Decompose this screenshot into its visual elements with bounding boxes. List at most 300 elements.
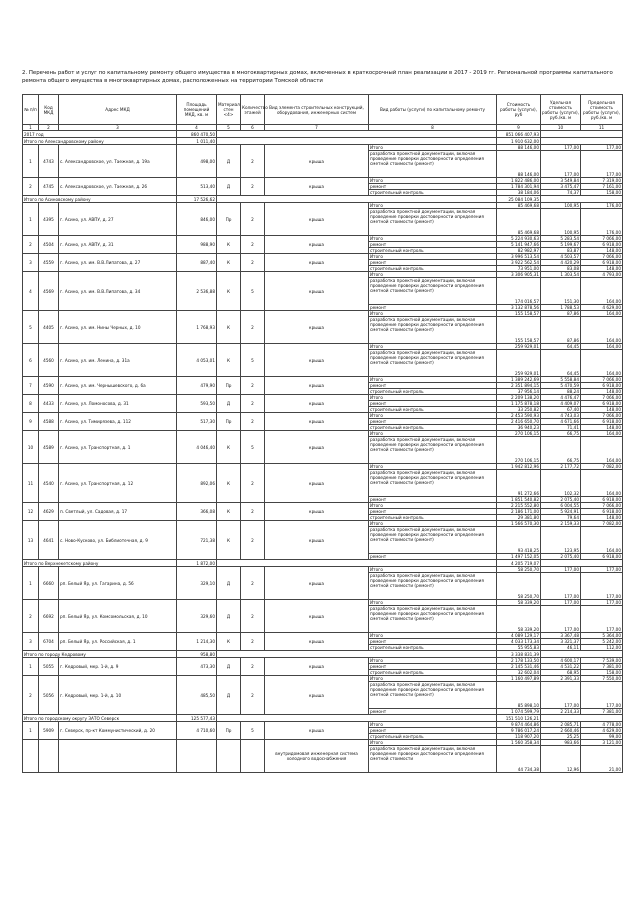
house-area: 593,50 — [177, 395, 217, 413]
row-num: 9 — [23, 413, 39, 431]
unit-cost: 64,45 — [567, 344, 579, 349]
row-num: 12 — [23, 503, 39, 521]
unit-cost: 177,00 — [564, 145, 579, 150]
limit-cost-cell — [581, 236, 623, 254]
work-type: Итого — [370, 254, 383, 259]
house-area: 485,50 — [177, 676, 217, 715]
floors-count: 2 — [241, 600, 265, 633]
limit-cost: 177,00 — [606, 145, 621, 150]
unit-cost: 5 199,67 — [541, 241, 580, 247]
house-code: 4395 — [39, 203, 59, 236]
unit-cost: 983,66 — [564, 740, 579, 745]
header-wall: Материал стен <4> — [217, 95, 241, 125]
wall-material: Д — [217, 658, 241, 676]
work-cost: 118 907,20 — [497, 733, 540, 739]
wall-material: К — [217, 254, 241, 272]
floors-count: 2 — [241, 395, 265, 413]
work-cost: 58 339,20 — [497, 605, 540, 632]
row-num: 2 — [23, 600, 39, 633]
unit-cost: 3 475,47 — [541, 183, 580, 189]
unit-cost-cell — [541, 658, 581, 676]
work-cost: 2 416 650,70 — [497, 418, 540, 424]
house-area: 892,06 — [177, 464, 217, 503]
work-type: Итого — [370, 377, 383, 382]
work-type: разработка проектной документации, включая проведение проверки достоверности определения сметной стоимости (ремонт) — [369, 469, 496, 496]
unit-cost: 66,75 — [541, 436, 580, 463]
limit-cost-cell — [581, 272, 623, 311]
house-address: г. Кедровый, мкр. 1-й, д. 10 — [59, 676, 177, 715]
work-cost: 2 351 894,15 — [497, 382, 540, 388]
work-type: Итого — [370, 464, 383, 469]
limit-cost-cell — [581, 203, 623, 236]
floors-count: 2 — [241, 676, 265, 715]
house-address: г. Асино, ул. им. В.В.Липатова, д. 27 — [59, 254, 177, 272]
floors-count: 2 — [241, 521, 265, 560]
unit-cost-cell — [541, 676, 581, 715]
house-code: 4588 — [39, 413, 59, 431]
work-type: строительный контроль — [369, 265, 496, 271]
work-type-cell — [369, 395, 497, 413]
work-type: разработка проектной документации, включая проведение проверки достоверности определения сметной стоимости (ремонт) — [369, 681, 496, 708]
structural-element: крыша — [265, 676, 369, 715]
limit-cost: 6 918,00 — [581, 259, 622, 265]
house-area: 846,00 — [177, 203, 217, 236]
work-cost: 85 469,68 — [497, 208, 540, 235]
unit-cost-cell — [541, 567, 581, 600]
work-type: разработка проектной документации, включая проведение проверки достоверности определения сметной стоимости (ремонт) — [369, 316, 496, 343]
house-code: 4745 — [39, 178, 59, 196]
limit-cost: 164,00 — [581, 526, 622, 553]
unit-cost-cell — [541, 236, 581, 254]
work-type: Итого — [370, 395, 383, 400]
group-spacer — [541, 715, 623, 722]
row-num: 4 — [23, 272, 39, 311]
work-type: Итого — [370, 344, 383, 349]
header-num: № п/п — [23, 95, 39, 125]
document-title: 2. Перечень работ и услуг по капитальному ремонту общего имущества в многоквартирных домах, включенных в краткосрочный план реализации в 2017 - 2019 гг. Региональной программы капитального ремонта общего имущества в многоквартирных домах, расположенных на территории Томской области — [22, 70, 613, 84]
group-spacer — [541, 560, 623, 567]
row-num: 11 — [23, 464, 39, 503]
work-type: Итого — [370, 503, 383, 508]
house-row — [23, 722, 623, 740]
house-area: 513,40 — [177, 178, 217, 196]
house-row — [23, 145, 623, 178]
work-type: ремонт — [369, 496, 496, 502]
work-cost: 270 106,15 — [515, 431, 539, 436]
house-code: 6660 — [39, 567, 59, 600]
structural-element: крыша — [265, 311, 369, 344]
house-address: г. Кедровый, мкр. 1-й, д. 9 — [59, 658, 177, 676]
house-code: 5909 — [39, 722, 59, 740]
unit-cost: 151,30 — [541, 277, 580, 304]
work-type: строительный контроль — [369, 644, 496, 650]
house-code: 4641 — [39, 521, 59, 560]
work-type: разработка проектной документации, включая проведение проверки достоверности определения сметной стоимости (ремонт) — [369, 208, 496, 235]
work-type: Итого — [370, 311, 383, 316]
unit-cost: 71,41 — [541, 424, 580, 430]
group-label: Итого по городу Кедровому — [23, 651, 177, 658]
limit-cost: 158,00 — [581, 189, 622, 195]
limit-cost-cell — [581, 344, 623, 377]
wall-material: К — [217, 503, 241, 521]
work-type: Итого — [370, 431, 383, 436]
work-cost: 2 145 531,46 — [497, 663, 540, 669]
work-cost: 9 786 017,24 — [497, 727, 540, 733]
limit-cost-cell — [581, 676, 623, 715]
unit-cost: 5 470,59 — [541, 382, 580, 388]
limit-cost: 4 793,00 — [602, 272, 621, 277]
work-cost-cell — [497, 503, 541, 521]
wall-material: Пр — [217, 722, 241, 740]
structural-element: крыша — [265, 503, 369, 521]
unit-cost: 100,95 — [541, 208, 580, 235]
unit-cost: 5 558,84 — [560, 377, 579, 382]
unit-cost: 25,25 — [541, 733, 580, 739]
unit-cost-cell — [541, 740, 581, 773]
structural-element: крыша — [265, 254, 369, 272]
work-cost: 155 158,57 — [515, 311, 539, 316]
house-area: 988,90 — [177, 236, 217, 254]
header-element: Вид элемента строительных конструкций, оборудования, инженерных систем — [265, 95, 369, 125]
unit-cost: 3 549,84 — [560, 178, 579, 183]
work-type: ремонт — [369, 259, 496, 265]
limit-cost: 177,00 — [581, 681, 622, 708]
unit-cost: 5 924,91 — [541, 508, 580, 514]
work-type: разработка проектной документации, включая проведение проверки достоверности определения сметной стоимости (ремонт) — [369, 277, 496, 304]
col-number: 11 — [581, 125, 623, 131]
limit-cost: 5 364,00 — [602, 633, 621, 638]
floors-count: 5 — [241, 431, 265, 464]
group-label: Итого по городскому округу ЗАТО Северск — [23, 715, 177, 722]
work-type: разработка проектной документации, включая проведение проверки достоверности определения сметной стоимости — [369, 745, 496, 772]
work-type-cell — [369, 722, 497, 740]
floors-count: 5 — [241, 272, 265, 311]
work-cost-cell — [497, 633, 541, 651]
limit-cost: 6 918,00 — [581, 418, 622, 424]
limit-cost: 7 066,00 — [602, 413, 621, 418]
unit-cost-cell — [541, 272, 581, 311]
limit-cost: 148,00 — [581, 424, 622, 430]
header-area: Площадь помещений МКД, кв. м — [177, 95, 217, 125]
limit-cost: 7 539,00 — [602, 658, 621, 663]
work-cost-cell — [497, 145, 541, 178]
work-cost-cell — [497, 311, 541, 344]
unit-cost: 64,45 — [541, 349, 580, 376]
group-label: Итого по Верхнекетскому району — [23, 560, 177, 567]
work-cost: 1 566 570,30 — [511, 521, 539, 526]
group-cost: 25 084 109,35 — [497, 196, 541, 203]
wall-material: К — [217, 521, 241, 560]
house-row — [23, 740, 623, 773]
unit-cost: 68,95 — [541, 669, 580, 675]
unit-cost: 2 214,33 — [541, 708, 580, 714]
row-num: 13 — [23, 521, 39, 560]
unit-cost: 83,87 — [541, 247, 580, 253]
house-code: 4560 — [39, 344, 59, 377]
house-code: 4504 — [39, 236, 59, 254]
limit-cost: 7 161,00 — [581, 183, 622, 189]
col-number: 9 — [497, 125, 541, 131]
structural-element: крыша — [265, 431, 369, 464]
group-total-row — [23, 715, 623, 722]
wall-material: К — [217, 633, 241, 651]
group-label: Итого по Александровскому району — [23, 138, 177, 145]
group-spacer — [541, 196, 623, 203]
limit-cost: 177,00 — [581, 572, 622, 599]
limit-cost: 164,00 — [606, 311, 621, 316]
limit-cost: 176,00 — [581, 208, 622, 235]
header-work: Вид работы (услуги) по капитальному ремонту — [369, 95, 497, 125]
work-type-cell — [369, 521, 497, 560]
work-cost: 2 215 552,80 — [511, 503, 539, 508]
work-type: ремонт — [369, 663, 496, 669]
limit-cost-cell — [581, 503, 623, 521]
row-num: 1 — [23, 658, 39, 676]
header-cost: Стоимость работы (услуги), руб — [497, 95, 541, 125]
unit-cost: 4 409,07 — [541, 400, 580, 406]
house-row — [23, 633, 623, 651]
work-type: ремонт — [369, 508, 496, 514]
house-area: 329,10 — [177, 567, 217, 600]
house-row — [23, 236, 623, 254]
limit-cost-cell — [581, 722, 623, 740]
work-type: строительный контроль — [369, 189, 496, 195]
col-number: 8 — [369, 125, 497, 131]
house-address: г. Асино, ул. им. Нины Черных, д. 10 — [59, 311, 177, 344]
unit-cost: 2 085,71 — [560, 722, 579, 727]
limit-cost: 7 066,00 — [602, 503, 621, 508]
floors-count — [241, 740, 265, 773]
work-type: Итого — [370, 203, 383, 208]
work-cost: 3 132 878,56 — [497, 304, 540, 310]
house-address: с. Александровское, ул. Таежная, д. 26 — [59, 178, 177, 196]
house-row — [23, 203, 623, 236]
work-cost: 29 381,80 — [497, 514, 540, 520]
work-cost-cell — [497, 395, 541, 413]
group-spacer — [217, 715, 497, 722]
unit-cost-cell — [541, 377, 581, 395]
work-cost-cell — [497, 236, 541, 254]
group-spacer — [217, 560, 497, 567]
wall-material: К — [217, 431, 241, 464]
limit-cost: 164,00 — [606, 344, 621, 349]
work-type: строительный контроль — [369, 514, 496, 520]
work-cost: 1 942 812,96 — [511, 464, 539, 469]
house-area: 2 536,88 — [177, 272, 217, 311]
group-label: Итого по Асиновскому району — [23, 196, 177, 203]
limit-cost: 148,00 — [581, 247, 622, 253]
wall-material: К — [217, 344, 241, 377]
house-address: г. Асино, ул. Транспортная, д. 1 — [59, 431, 177, 464]
house-row — [23, 676, 623, 715]
work-cost: 2 186 171,00 — [497, 508, 540, 514]
house-row — [23, 178, 623, 196]
unit-cost: 74,37 — [541, 189, 580, 195]
house-row — [23, 377, 623, 395]
unit-cost: 2 391,33 — [560, 676, 579, 681]
unit-cost: 4 671,66 — [541, 418, 580, 424]
unit-cost: 4 531,22 — [541, 663, 580, 669]
unit-cost-cell — [541, 431, 581, 464]
unit-cost: 4 476,47 — [560, 395, 579, 400]
work-cost: 44 734,38 — [497, 745, 540, 772]
work-cost-cell — [497, 344, 541, 377]
limit-cost: 177,00 — [606, 567, 621, 572]
work-type: Итого — [370, 633, 383, 638]
work-type-cell — [369, 676, 497, 715]
house-area: 479,90 — [177, 377, 217, 395]
house-code — [39, 740, 59, 773]
row-num: 1 — [23, 722, 39, 740]
work-type: разработка проектной документации, включая проведение проверки достоверности определения сметной стоимости (ремонт) — [369, 526, 496, 553]
unit-cost: 46,11 — [541, 644, 580, 650]
row-num: 3 — [23, 254, 39, 272]
limit-cost: 3 121,00 — [602, 740, 621, 745]
work-cost: 4 033 173,34 — [497, 638, 540, 644]
unit-cost-cell — [541, 722, 581, 740]
group-spacer — [217, 196, 497, 203]
work-cost: 5 224 930,63 — [511, 236, 539, 241]
work-type-cell — [369, 236, 497, 254]
work-cost: 38 184,06 — [497, 189, 540, 195]
house-code: 4590 — [39, 377, 59, 395]
house-row — [23, 464, 623, 503]
work-type: ремонт — [369, 727, 496, 733]
row-num: 7 — [23, 377, 39, 395]
work-type: ремонт — [369, 638, 496, 644]
group-area: 17 526,62 — [177, 196, 217, 203]
house-row — [23, 344, 623, 377]
work-cost: 33 250,82 — [497, 406, 540, 412]
limit-cost: 7 381,00 — [581, 663, 622, 669]
wall-material: Д — [217, 567, 241, 600]
unit-cost: 4 420,29 — [541, 259, 580, 265]
work-cost: 1 560 358,34 — [511, 740, 539, 745]
unit-cost: 83,08 — [541, 265, 580, 271]
work-type: разработка проектной документации, включая проведение проверки достоверности определения сметной стоимости (ремонт) — [369, 349, 496, 376]
unit-cost: 6 004,55 — [560, 503, 579, 508]
work-type: Итого — [370, 676, 383, 681]
floors-count: 2 — [241, 203, 265, 236]
work-type: разработка проектной документации, включая проведение проверки достоверности определения сметной стоимости (ремонт) — [369, 572, 496, 599]
work-cost: 2 209 138,20 — [511, 395, 539, 400]
structural-element: крыша — [265, 633, 369, 651]
limit-cost-cell — [581, 178, 623, 196]
table-body — [23, 138, 623, 773]
work-cost-cell — [497, 567, 541, 600]
work-type-cell — [369, 464, 497, 503]
house-address: рп. Белый Яр, ул. Комсомольская, д. 10 — [59, 600, 177, 633]
col-number: 4 — [177, 125, 217, 131]
wall-material — [217, 740, 241, 773]
work-cost-cell — [497, 413, 541, 431]
year-label: 2017 год — [23, 131, 177, 138]
wall-material: Пр — [217, 377, 241, 395]
work-type-cell — [369, 413, 497, 431]
work-cost: 3 306 905,31 — [511, 272, 539, 277]
floors-count: 5 — [241, 344, 265, 377]
limit-cost: 164,00 — [581, 349, 622, 376]
house-code: 4540 — [39, 464, 59, 503]
structural-element: крыша — [265, 658, 369, 676]
limit-cost: 7 381,00 — [581, 708, 622, 714]
unit-cost: 67,40 — [541, 406, 580, 412]
header-unit-cost: Удельная стоимость работы (услуги), руб./кв. м — [541, 95, 581, 125]
floors-count: 2 — [241, 178, 265, 196]
limit-cost: 5 242,00 — [581, 638, 622, 644]
work-cost: 1 074 599,79 — [497, 708, 540, 714]
limit-cost: 21,00 — [581, 745, 622, 772]
unit-cost-cell — [541, 145, 581, 178]
unit-cost: 2 177,72 — [560, 464, 579, 469]
work-cost: 1 497 152,05 — [497, 553, 540, 559]
work-cost: 58 339,20 — [517, 600, 539, 605]
unit-cost-cell — [541, 521, 581, 560]
house-area: 498,00 — [177, 145, 217, 178]
work-type-cell — [369, 311, 497, 344]
floors-count: 2 — [241, 254, 265, 272]
unit-cost: 177,00 — [564, 567, 579, 572]
house-row — [23, 521, 623, 560]
wall-material: Пр — [217, 413, 241, 431]
house-row — [23, 658, 623, 676]
row-num: 1 — [23, 145, 39, 178]
work-cost-cell — [497, 521, 541, 560]
work-type: Итого — [370, 740, 383, 745]
house-address: г. Северск, пр-кт Коммунистический, д. 20 — [59, 722, 177, 740]
unit-cost: 177,00 — [541, 681, 580, 708]
limit-cost: 176,00 — [606, 203, 621, 208]
limit-cost-cell — [581, 521, 623, 560]
header-address: Адрес МКД — [59, 95, 177, 125]
limit-cost: 7 082,00 — [602, 521, 621, 526]
unit-cost-cell — [541, 344, 581, 377]
unit-cost: 3 321,37 — [541, 638, 580, 644]
work-type: Итого — [370, 722, 383, 727]
floors-count: 2 — [241, 145, 265, 178]
house-area: 1 768,93 — [177, 311, 217, 344]
limit-cost: 6 918,00 — [581, 241, 622, 247]
limit-cost: 7 066,00 — [602, 395, 621, 400]
house-row — [23, 272, 623, 311]
limit-cost: 7 082,00 — [602, 464, 621, 469]
work-type-cell — [369, 203, 497, 236]
unit-cost-cell — [541, 464, 581, 503]
floors-count: 5 — [241, 722, 265, 740]
limit-cost-cell — [581, 740, 623, 773]
house-area: 4 046,40 — [177, 431, 217, 464]
unit-cost: 100,95 — [564, 203, 579, 208]
row-num: 2 — [23, 178, 39, 196]
work-cost: 1 851 540,82 — [497, 496, 540, 502]
year-cost: 851 066 407,93 — [497, 131, 541, 138]
work-type: Итого — [370, 567, 383, 572]
house-area — [177, 740, 217, 773]
unit-cost-cell — [541, 254, 581, 272]
limit-cost: 7 550,00 — [602, 676, 621, 681]
floors-count: 2 — [241, 633, 265, 651]
structural-element: крыша — [265, 145, 369, 178]
limit-cost: 158,00 — [581, 669, 622, 675]
wall-material: Д — [217, 395, 241, 413]
wall-material: Д — [217, 178, 241, 196]
work-type-cell — [369, 254, 497, 272]
unit-cost: 177,00 — [541, 150, 580, 177]
work-type-cell — [369, 377, 497, 395]
floors-count: 2 — [241, 311, 265, 344]
work-cost-cell — [497, 272, 541, 311]
limit-cost: 148,00 — [581, 265, 622, 271]
